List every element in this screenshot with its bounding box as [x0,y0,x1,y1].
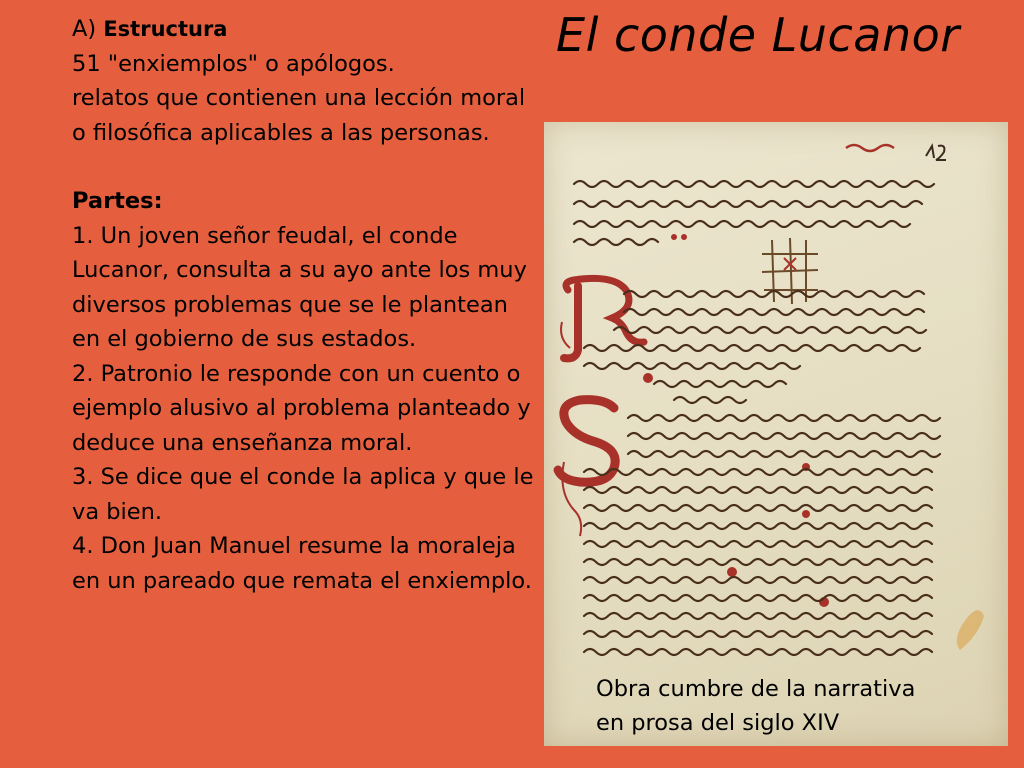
part-item-3: 3. Se dice que el conde la aplica y que le va bien. [72,464,534,525]
folio-mark [846,145,894,151]
section-heading [72,12,542,47]
section-letter: A) [72,16,97,42]
intro-line-1: 51 "enxiemplos" o apólogos. [72,50,395,77]
manuscript-page-illustration [544,122,1008,746]
caption-line-2: en prosa del siglo XIV [596,710,840,736]
part-item-4: 4. Don Juan Manuel resume la moraleja en un pareado que remata el enxiemplo. [72,533,532,594]
parchment-stain [957,610,984,650]
handwriting-block-2 [584,291,926,403]
part-item-1: 1. Un joven señor feudal, el conde Lucanor, consulta a su ayo ante los muy diversos problemas que se le plantean en el gobierno de sus estados. [72,222,527,352]
slide-title: El conde Lucanor [556,8,960,62]
handwriting-block-1 [574,181,934,245]
part-item-2: 2. Patronio le responde con un cuento o ejemplo alusivo al problema planteado y deduce una enseñanza moral. [72,360,531,456]
parts-heading: Partes: [72,188,163,214]
grid-doodle [762,238,818,304]
intro-line-2: relatos que contienen una lección moral o filosófica aplicables a las personas. [72,85,526,146]
initial-letter-s [558,400,615,536]
caption-line-1: Obra cumbre de la narrativa [596,676,916,702]
handwriting-block-3 [584,415,940,655]
section-title: Estructura [103,17,228,41]
manuscript-caption [596,672,996,740]
folio-number-mark [926,146,946,160]
manuscript-image [544,122,1008,746]
structure-text-block [72,12,542,598]
